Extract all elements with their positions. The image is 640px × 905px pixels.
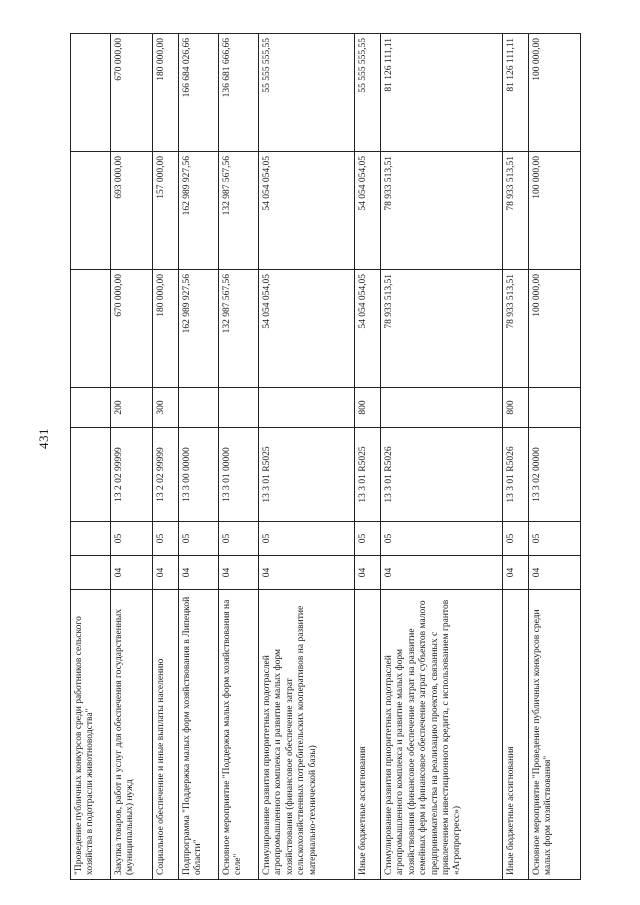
row-name-cell: Стимулирование развития приоритетных подотраслей агропромышленного комплекса и развитие малых форм хозяйствования (финансовое обеспечение затрат сельскохозяйственных потребительских кооперативов на развитие материально-технической базы) xyxy=(259,590,355,880)
table-body xyxy=(71,34,581,880)
amount-1-cell: 54 054 054,05 xyxy=(259,270,355,388)
amount-3-cell: 670 000,00 xyxy=(111,34,153,152)
section-code-cell xyxy=(71,556,111,590)
amount-2-cell: 78 933 513,51 xyxy=(503,152,529,270)
amount-3-cell: 55 555 555,55 xyxy=(355,34,381,152)
row-name-cell: Закупка товаров, работ и услуг для обеспечения государственных (муниципальных) нужд xyxy=(111,590,153,880)
amount-3-cell: 180 000,00 xyxy=(153,34,179,152)
section-code-cell: 04 xyxy=(503,556,529,590)
amount-1-cell: 162 989 927,56 xyxy=(179,270,219,388)
table-row xyxy=(259,34,355,880)
amount-1-cell: 670 000,00 xyxy=(111,270,153,388)
subsection-code-cell: 05 xyxy=(355,522,381,556)
subsection-code-cell xyxy=(71,522,111,556)
subsection-code-cell: 05 xyxy=(259,522,355,556)
target-article-cell: 13 3 01 00000 xyxy=(219,428,259,522)
row-name-cell: Социальное обеспечение и иные выплаты населению xyxy=(153,590,179,880)
table-row xyxy=(179,34,219,880)
target-article-cell: 13 3 00 00000 xyxy=(179,428,219,522)
target-article-cell: 13 2 02 99999 xyxy=(111,428,153,522)
section-code-cell: 04 xyxy=(381,556,503,590)
expense-type-cell: 300 xyxy=(153,388,179,428)
row-name-cell: Основное мероприятие "Поддержка малых форм хозяйствования на селе" xyxy=(219,590,259,880)
expense-type-cell xyxy=(259,388,355,428)
section-code-cell: 04 xyxy=(153,556,179,590)
row-name-cell: Иные бюджетные ассигнования xyxy=(503,590,529,880)
table-row xyxy=(71,34,111,880)
page-number: 431 xyxy=(36,428,51,449)
amount-2-cell: 54 054 054,05 xyxy=(259,152,355,270)
amount-3-cell: 81 126 111,11 xyxy=(381,34,503,152)
amount-1-cell: 180 000,00 xyxy=(153,270,179,388)
table-row xyxy=(381,34,503,880)
amount-3-cell: 136 681 666,66 xyxy=(219,34,259,152)
subsection-code-cell: 05 xyxy=(153,522,179,556)
subsection-code-cell: 05 xyxy=(219,522,259,556)
section-code-cell: 04 xyxy=(355,556,381,590)
target-article-cell: 13 2 02 99999 xyxy=(153,428,179,522)
row-name-cell: Стимулирование развития приоритетных подотраслей агропромышленного комплекса и развитие малых форм хозяйствования (финансовое обеспечение затрат на развитие семейных ферм и финансовое обеспечение затрат субъектов малого предпринимательства на реализацию проектов, связанных с привлечением инвестиционного кредита, с использованием грантов «Агропрогресс») xyxy=(381,590,503,880)
budget-table xyxy=(70,33,581,880)
amount-1-cell xyxy=(71,270,111,388)
section-code-cell: 04 xyxy=(219,556,259,590)
expense-type-cell xyxy=(219,388,259,428)
budget-table-rotated xyxy=(70,34,580,880)
amount-2-cell: 132 987 567,56 xyxy=(219,152,259,270)
section-code-cell: 04 xyxy=(259,556,355,590)
section-code-cell: 04 xyxy=(529,556,581,590)
amount-3-cell: 100 000,00 xyxy=(529,34,581,152)
subsection-code-cell: 05 xyxy=(179,522,219,556)
table-row xyxy=(219,34,259,880)
subsection-code-cell: 05 xyxy=(381,522,503,556)
subsection-code-cell: 05 xyxy=(503,522,529,556)
row-name-cell: Подпрограмма "Поддержка малых форм хозяйствования в Липецкой области" xyxy=(179,590,219,880)
amount-2-cell xyxy=(71,152,111,270)
target-article-cell: 13 3 01 R5026 xyxy=(503,428,529,522)
amount-3-cell: 81 126 111,11 xyxy=(503,34,529,152)
amount-1-cell: 54 054 054,05 xyxy=(355,270,381,388)
amount-3-cell xyxy=(71,34,111,152)
row-name-cell: Иные бюджетные ассигнования xyxy=(355,590,381,880)
subsection-code-cell: 05 xyxy=(111,522,153,556)
amount-2-cell: 100 000,00 xyxy=(529,152,581,270)
amount-2-cell: 693 000,00 xyxy=(111,152,153,270)
amount-2-cell: 78 933 513,51 xyxy=(381,152,503,270)
target-article-cell xyxy=(71,428,111,522)
expense-type-cell xyxy=(71,388,111,428)
amount-1-cell: 78 933 513,51 xyxy=(503,270,529,388)
target-article-cell: 13 3 01 R5025 xyxy=(259,428,355,522)
table-row xyxy=(153,34,179,880)
expense-type-cell: 200 xyxy=(111,388,153,428)
expense-type-cell xyxy=(381,388,503,428)
target-article-cell: 13 3 02 00000 xyxy=(529,428,581,522)
expense-type-cell: 800 xyxy=(355,388,381,428)
row-name-cell: Основное мероприятие "Проведение публичных конкурсов среди малых форм хозяйствования" xyxy=(529,590,581,880)
expense-type-cell: 800 xyxy=(503,388,529,428)
subsection-code-cell: 05 xyxy=(529,522,581,556)
amount-2-cell: 157 000,00 xyxy=(153,152,179,270)
amount-1-cell: 78 933 513,51 xyxy=(381,270,503,388)
amount-3-cell: 55 555 555,55 xyxy=(259,34,355,152)
amount-1-cell: 100 000,00 xyxy=(529,270,581,388)
amount-2-cell: 54 054 054,05 xyxy=(355,152,381,270)
table-row xyxy=(503,34,529,880)
table-row xyxy=(111,34,153,880)
amount-2-cell: 162 989 927,56 xyxy=(179,152,219,270)
amount-1-cell: 132 987 567,56 xyxy=(219,270,259,388)
section-code-cell: 04 xyxy=(179,556,219,590)
target-article-cell: 13 3 01 R5026 xyxy=(381,428,503,522)
expense-type-cell xyxy=(529,388,581,428)
row-name-cell: "Проведение публичных конкурсов среди работников сельского хозяйства в подотрасли животноводства" xyxy=(71,590,111,880)
target-article-cell: 13 3 01 R5025 xyxy=(355,428,381,522)
expense-type-cell xyxy=(179,388,219,428)
table-row xyxy=(355,34,381,880)
amount-3-cell: 166 684 026,66 xyxy=(179,34,219,152)
table-row xyxy=(529,34,581,880)
section-code-cell: 04 xyxy=(111,556,153,590)
